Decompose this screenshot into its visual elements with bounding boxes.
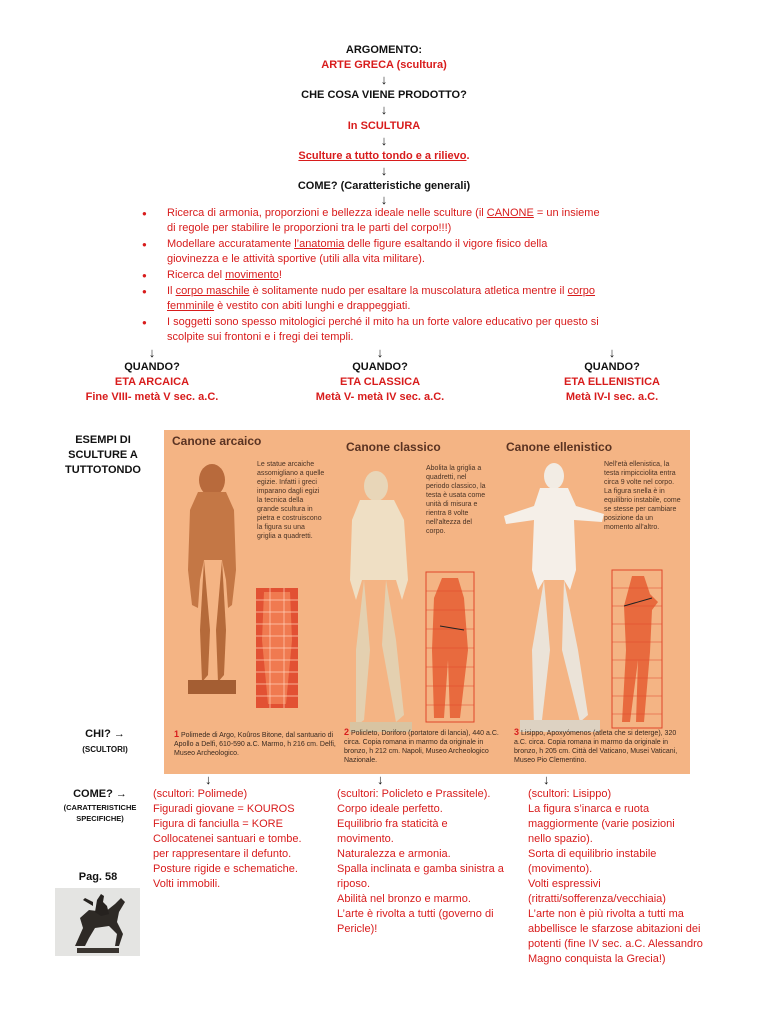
period-hellenistic (512, 345, 712, 405)
caption-text: Polimede di Argo, Koûros Bitone, dal santuario di Apollo a Delfi, 610-590 a.C. Marmo, h 216 cm. Delfi, Museo Archeologico. (174, 732, 336, 757)
characteristic-line: Sorta di equilibrio instabile (528, 848, 657, 860)
characteristic-line: Magno conquista la Grecia!) (528, 953, 666, 965)
characteristic-line: riposo. (337, 878, 371, 890)
panel-caption-archaic (174, 730, 338, 758)
bullet-underlined: corpo femminile (167, 285, 596, 312)
characteristic-line: per rappresentare il defunto. (153, 848, 292, 860)
characteristic-line: Volti immobili. (153, 878, 221, 890)
period-classical (280, 345, 480, 405)
characteristic-line: (scultori: Policleto e Prassitele). (337, 788, 491, 800)
panel-note-archaic: Le statue arcaiche assomigliano a quelle egizie. Infatti i greci imparano dagli egizi la tecnica della grande scultura in pietra e costruiscono la figura su una griglia a quadretti. (257, 461, 325, 540)
characteristic-line: abbellisce le sfarzose abitazioni dei (528, 923, 701, 935)
who-sublabel: (SCULTORI) (82, 745, 128, 754)
archaic-characteristics (153, 787, 333, 892)
caption-text: Policleto, Doriforo (portatore di lancia), 440 a.C. circa. Copia romana in marmo da originale in bronzo, h 212 cm. Napoli, Museo Archeologico Nazionale. (344, 730, 499, 764)
down-arrow-4: ↓ (380, 163, 388, 178)
period-name: ETA ARCAICA (114, 376, 190, 388)
kouros-statue (188, 464, 236, 694)
column-arrow-classical: ↓ (377, 772, 384, 787)
bullet-underlined: movimento (225, 269, 279, 281)
down-arrow-2: ↓ (380, 102, 388, 117)
classical-characteristics (337, 787, 527, 937)
period-arrow: ↓ (376, 345, 384, 360)
examples-label: ESEMPI DI SCULTURE A TUTTOTONDO (65, 434, 141, 476)
bullet-text: è vestito con abiti lunghi e drappeggiati. (214, 300, 411, 312)
general-characteristics-list (140, 206, 600, 346)
bullet-text: è solitamente nudo per esaltare la muscolatura atletica mentre il (249, 285, 568, 297)
bullet-item (140, 284, 600, 314)
horse-rider-icon (55, 888, 140, 956)
characteristic-line: Abilità nel bronzo e marmo. (337, 893, 471, 905)
bullet-text: delle figure esaltando il vigore fisico della giovinezza e le attività sportive (utili alla vita militare). (167, 238, 548, 265)
characteristic-line: nello spazio). (528, 833, 593, 845)
characteristic-line: Corpo ideale perfetto. (337, 803, 443, 815)
period-question: QUANDO? (352, 361, 408, 373)
bullet-underlined: corpo maschile (175, 285, 250, 297)
how-sublabel: (CARATTERISTICHE SPECIFICHE) (63, 803, 137, 823)
caption-number: 1 (174, 729, 180, 739)
bullet-text: Il (167, 285, 176, 297)
bullet-text: Modellare accuratamente (167, 238, 295, 250)
equestrian-statue-image (55, 888, 140, 956)
characteristic-line: Collocatenei santuari e tombe. (153, 833, 302, 845)
bullet-text: ! (278, 269, 282, 281)
panel-title-classical: Canone classico (346, 440, 441, 454)
archaic-grid-figure (256, 588, 298, 708)
characteristic-line: L’arte è rivolta a tutti (governo di (337, 908, 494, 920)
characteristic-line: Naturalezza e armonia. (337, 848, 451, 860)
bullet-item (140, 268, 600, 283)
column-arrow-archaic: ↓ (205, 772, 212, 787)
answer-types-dot: . (466, 150, 470, 162)
characteristic-line: L’arte non è più rivolta a tutti ma (528, 908, 684, 920)
characteristic-line: Equilibrio fra staticità e (337, 818, 448, 830)
caption-text: Lisippo, Apoxyómenos (atleta che si deterge), 320 a.C. circa. Copia romana in marmo da originale in bronzo, h 205 cm. Città del Vaticano, Musei Vaticani, Museo Pio Clementino. (514, 730, 678, 764)
characteristic-line: maggiormente (varie posizioni (528, 818, 675, 830)
period-question: QUANDO? (124, 361, 180, 373)
bullet-item (140, 237, 600, 267)
argomento-value: ARTE GRECA (scultura) (321, 59, 447, 71)
panel-caption-classical (344, 728, 504, 765)
characteristic-line: Pericle)! (337, 923, 378, 935)
apoxyomenos-statue (504, 463, 604, 732)
caption-number: 3 (514, 727, 520, 737)
characteristic-line: Posture rigide e schematiche. (153, 863, 298, 875)
panel-title-archaic: Canone arcaico (172, 434, 262, 448)
period-arrow: ↓ (148, 345, 156, 360)
page-reference: Pag. 58 (78, 871, 118, 883)
how-label: COME? → (73, 788, 127, 800)
doryphoros-statue (350, 471, 412, 732)
panel-title-hellenistic: Canone ellenistico (506, 440, 613, 454)
panel-illustrations (164, 430, 690, 774)
period-dates: Metà V- metà IV sec. a.C. (315, 391, 445, 403)
panel-note-classical: Abolita la griglia a quadretti, nel periodo classico, la testa è usata come unità di misura e rientra 8 volte nell’altezza del corpo. (426, 465, 486, 535)
hellenistic-grid-figure (612, 570, 662, 728)
characteristic-line: movimento. (337, 833, 394, 845)
down-arrow-1: ↓ (380, 72, 388, 87)
period-archaic (52, 345, 252, 405)
period-dates: Fine VIII- metà V sec. a.C. (85, 391, 219, 403)
who-label: CHI? → (85, 728, 125, 740)
down-arrow-3: ↓ (380, 133, 388, 148)
panel-note-hellenistic: Nell’età ellenistica, la testa rimpicciolita entra circa 9 volte nel corpo. La figura snella è in equilibrio instabile, come se stesse per cambiare posizione da un momento all’altro. (604, 461, 681, 531)
bullet-text: = un insieme di regole per stabilire le proporzioni tra le parti del corpo!!!) (167, 207, 600, 234)
bullet-underlined: CANONE (486, 207, 534, 219)
characteristic-line: potenti (fine IV sec. a.C. Alessandro (528, 938, 703, 950)
question-produced: CHE COSA VIENE PRODOTTO? (301, 89, 467, 101)
bullet-item (140, 315, 600, 345)
period-question: QUANDO? (584, 361, 640, 373)
column-arrow-hellenistic: ↓ (543, 772, 550, 787)
characteristic-line: Figura di fanciulla = KORE (153, 818, 283, 830)
down-arrow-5: ↓ (380, 192, 388, 207)
bullet-text: I soggetti sono spesso mitologici perché il mito ha un forte valore educativo per questo si scolpite sui frontoni e i fregi dei templi. (167, 316, 599, 343)
panel-caption-hellenistic (514, 728, 682, 765)
classical-grid-figure (426, 572, 474, 722)
characteristic-line: (scultori: Polimede) (153, 788, 248, 800)
hellenistic-characteristics (528, 787, 728, 967)
period-name: ETA CLASSICA (339, 376, 421, 388)
characteristic-line: Figuradi giovane = KOUROS (153, 803, 295, 815)
characteristic-line: Spalla inclinata e gamba sinistra a (337, 863, 504, 875)
bullet-text: Ricerca del (167, 269, 226, 281)
bullet-item (140, 206, 600, 236)
period-arrow: ↓ (608, 345, 616, 360)
caption-number: 2 (344, 727, 350, 737)
answer-types-text: Sculture a tutto tondo e a rilievo (298, 150, 467, 162)
canon-comparison-panel (164, 430, 690, 774)
bullet-text: Ricerca di armonia, proporzioni e bellezza ideale nelle sculture (il (167, 207, 487, 219)
characteristic-line: Volti espressivi (528, 878, 601, 890)
question-how: COME? (Caratteristiche generali) (297, 180, 471, 192)
answer-sculpture: In SCULTURA (347, 120, 421, 132)
characteristic-line: (movimento). (528, 863, 593, 875)
period-name: ETA ELLENISTICA (564, 376, 660, 388)
period-dates: Metà IV-I sec. a.C. (565, 391, 659, 403)
characteristic-line: (scultori: Lisippo) (528, 788, 612, 800)
argomento-label: ARGOMENTO: (345, 44, 423, 56)
bullet-underlined: l’anatomia (294, 238, 345, 250)
answer-types (0, 150, 768, 162)
characteristic-line: La figura s’inarca e ruota (528, 803, 650, 815)
characteristic-line: (ritratti/sofferenza/vecchiaia) (528, 893, 666, 905)
